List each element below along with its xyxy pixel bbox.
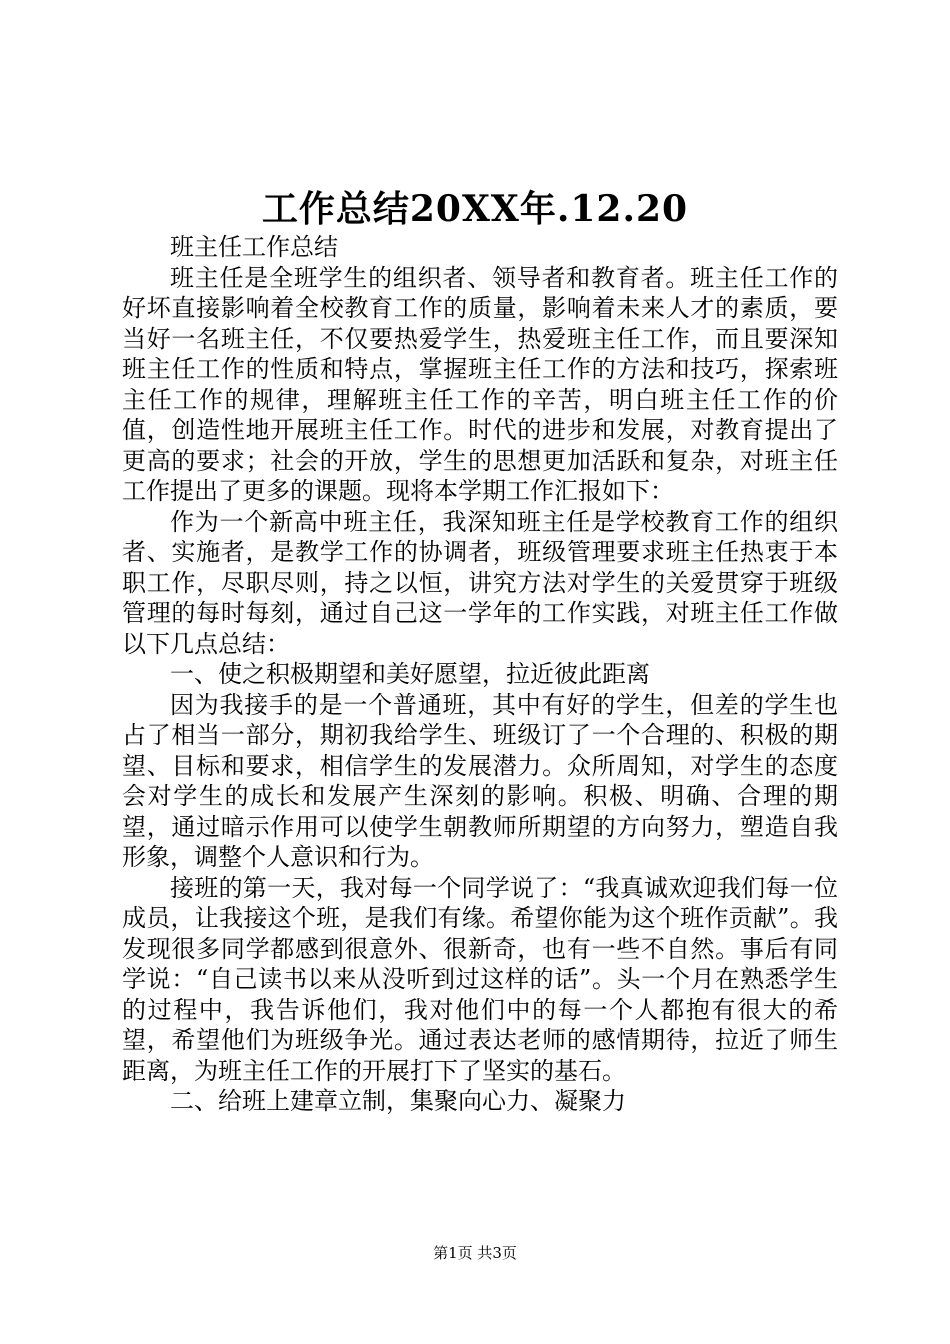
section-heading: 二、给班上建章立制，集聚向心力、凝聚力 [170,1087,626,1115]
document-body [122,232,838,1117]
paragraph-subtitle: 班主任工作总结 [170,233,338,261]
paragraph: 接班的第一天，我对每一个同学说了：“我真诚欢迎我们每一位成员，让我接这个班，是我们有缘。希望你能为这个班作贡献”。我发现很多同学都感到很意外、很新奇，也有一些不自然。事后有同学说：“自己读书以来从没听到过这样的话”。头一个月在熟悉学生的过程中，我告诉他们，我对他们中的每一个人都抱有很大的希望，希望他们为班级争光。通过表达老师的感情期待，拉近了师生距离，为班主任工作的开展打下了坚实的基石。 [122,873,838,1085]
page-footer: 第1页 共3页 [433,1244,517,1262]
paragraph: 作为一个新高中班主任，我深知班主任是学校教育工作的组织者、实施者，是教学工作的协调者，班级管理要求班主任热衷于本职工作，尽职尽则，持之以恒，讲究方法对学生的关爱贯穿于班级管理的每时每刻，通过自己这一学年的工作实践，对班主任工作做以下几点总结： [122,507,838,658]
document-title: 工作总结20XX年.12.20 [261,188,689,230]
section-heading: 一、使之积极期望和美好愿望，拉近彼此距离 [170,660,650,688]
paragraph: 因为我接手的是一个普通班，其中有好的学生，但差的学生也占了相当一部分，期初我给学生、班级订了一个合理的、积极的期望、目标和要求，相信学生的发展潜力。众所周知，对学生的态度会对学生的成长和发展产生深刻的影响。积极、明确、合理的期望，通过暗示作用可以使学生朝教师所期望的方向努力，塑造自我形象，调整个人意识和行为。 [122,690,838,871]
paragraph: 班主任是全班学生的组织者、领导者和教育者。班主任工作的好坏直接影响着全校教育工作的质量，影响着未来人才的素质，要当好一名班主任，不仅要热爱学生，热爱班主任工作，而且要深知班主任工作的性质和特点，掌握班主任工作的方法和技巧，探索班主任工作的规律，理解班主任工作的辛苦，明白班主任工作的价值，创造性地开展班主任工作。时代的进步和发展，对教育提出了更高的要求；社会的开放，学生的思想更加活跃和复杂，对班主任工作提出了更多的课题。现将本学期工作汇报如下： [122,263,838,505]
